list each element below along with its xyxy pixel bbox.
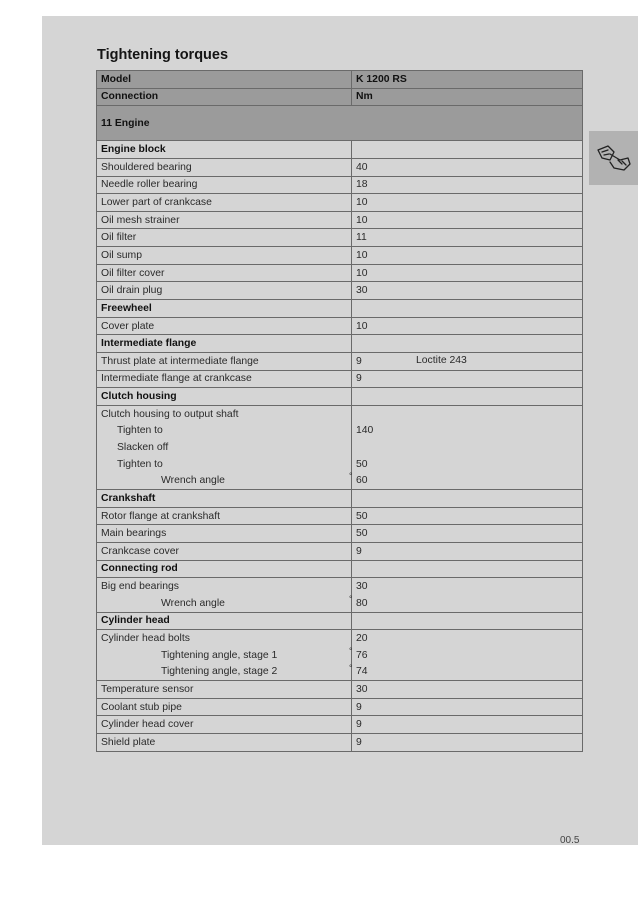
- torque-value-cell: [352, 698, 583, 716]
- connection-name: Shield plate: [97, 734, 352, 752]
- connection-name: Crankcase cover: [97, 543, 352, 561]
- torque-value-cell: [352, 490, 583, 508]
- table-row: [97, 543, 583, 561]
- section-title: Freewheel: [97, 300, 352, 318]
- torque-value: 140: [356, 425, 374, 437]
- section-title: Crankshaft: [97, 490, 352, 508]
- torque-value: 9: [356, 736, 362, 748]
- connection-name: Coolant stub pipe: [97, 698, 352, 716]
- connection-row: [97, 88, 583, 106]
- table-row: [97, 734, 583, 752]
- torque-note: Loctite 243: [416, 354, 467, 366]
- torque-value-cell: [352, 405, 583, 422]
- torque-table: [96, 70, 583, 752]
- torque-value-cell: [352, 141, 583, 159]
- page-title: Tightening torques: [97, 47, 229, 63]
- torque-value: 9: [356, 355, 362, 367]
- torque-value: 30: [356, 683, 368, 695]
- torque-value-cell: [352, 176, 583, 194]
- connection-name: Tighten to: [97, 423, 352, 440]
- connection-name: Main bearings: [97, 525, 352, 543]
- section-title: Engine block: [97, 141, 352, 159]
- table-row: [97, 264, 583, 282]
- torque-value-cell: [349, 471, 583, 489]
- table-row: [97, 630, 583, 647]
- connection-name: Tightening angle, stage 2: [97, 664, 352, 681]
- model-value: K 1200 RS: [352, 71, 583, 89]
- torque-value-cell: [352, 370, 583, 388]
- angle-degree-mark: °: [349, 662, 353, 673]
- table-row: [97, 423, 583, 440]
- connection-name: Oil mesh strainer: [97, 211, 352, 229]
- connection-name: Wrench angle: [97, 472, 352, 489]
- torque-value: 40: [356, 161, 368, 173]
- model-row: [97, 71, 583, 89]
- connection-name: Temperature sensor: [97, 681, 352, 699]
- table-row: [97, 507, 583, 525]
- torque-value: 30: [356, 285, 368, 297]
- connection-name: Oil filter cover: [97, 264, 352, 282]
- torque-value-cell: [352, 525, 583, 543]
- table-row: [97, 525, 583, 543]
- torque-value: 9: [356, 545, 362, 557]
- torque-value: 30: [356, 581, 368, 593]
- torque-value-cell: [352, 211, 583, 229]
- table-row: [97, 405, 583, 422]
- connection-name: Cover plate: [97, 317, 352, 335]
- torque-value-cell: [352, 352, 583, 370]
- torque-value: 80: [356, 597, 368, 609]
- torque-value-cell: [349, 662, 583, 681]
- table-row: [97, 698, 583, 716]
- table-row: [97, 247, 583, 265]
- table-row: [97, 194, 583, 212]
- connection-name: Shouldered bearing: [97, 158, 352, 176]
- torque-value: 9: [356, 719, 362, 731]
- table-row: [97, 317, 583, 335]
- torque-value-cell: [352, 335, 583, 353]
- table-row: [97, 595, 583, 612]
- torque-value-cell: [352, 300, 583, 318]
- torque-value: 10: [356, 267, 368, 279]
- table-row: [97, 456, 583, 473]
- connection-name: Oil sump: [97, 247, 352, 265]
- torque-value-cell: [349, 645, 583, 664]
- connection-name: Tighten to: [97, 456, 352, 473]
- table-row: [97, 647, 583, 664]
- torque-value-cell: [352, 716, 583, 734]
- connection-name: Rotor flange at crankshaft: [97, 507, 352, 525]
- torque-value: 9: [356, 701, 362, 713]
- connection-name: Needle roller bearing: [97, 176, 352, 194]
- table-row: [97, 282, 583, 300]
- connection-name: Big end bearings: [97, 578, 352, 595]
- torque-value-cell: [352, 264, 583, 282]
- torque-value: 60: [356, 475, 368, 487]
- torque-value: 10: [356, 197, 368, 209]
- table-row: [97, 439, 583, 456]
- table-row: [97, 681, 583, 699]
- connection-name: Cylinder head cover: [97, 716, 352, 734]
- connection-name: Clutch housing to output shaft: [97, 405, 352, 422]
- torque-value: 76: [356, 649, 368, 661]
- section-header-row: [97, 490, 583, 508]
- torque-value: 20: [356, 633, 368, 645]
- torque-value-cell: [352, 317, 583, 335]
- torque-value-cell: [352, 560, 583, 578]
- connection-name: Oil drain plug: [97, 282, 352, 300]
- table-row: [97, 716, 583, 734]
- table-row: [97, 664, 583, 681]
- section-header-row: [97, 141, 583, 159]
- torque-value-cell: [352, 456, 583, 473]
- connection-name: Tightening angle, stage 1: [97, 647, 352, 664]
- torque-value: 11: [356, 232, 367, 244]
- angle-degree-mark: °: [349, 593, 353, 604]
- torque-value: 50: [356, 510, 368, 522]
- torque-value-cell: [352, 229, 583, 247]
- table-row: [97, 211, 583, 229]
- section-header-row: [97, 300, 583, 318]
- torque-value-cell: [352, 194, 583, 212]
- table-row: [97, 370, 583, 388]
- torque-value-cell: [352, 247, 583, 265]
- torque-value-cell: [352, 423, 583, 440]
- torque-value: 50: [356, 528, 368, 540]
- page-number: 00.5: [560, 835, 580, 846]
- angle-degree-mark: °: [349, 645, 353, 656]
- section-title: Connecting rod: [97, 560, 352, 578]
- torque-value-cell: [349, 593, 583, 612]
- torque-value-cell: [352, 630, 583, 647]
- table-row: [97, 352, 583, 370]
- section-title: Clutch housing: [97, 388, 352, 406]
- group-label: 11 Engine: [97, 106, 583, 141]
- torque-value: 74: [356, 666, 368, 678]
- table-row: [97, 229, 583, 247]
- table-row: [97, 578, 583, 595]
- torque-value-cell: [352, 388, 583, 406]
- torque-value: 10: [356, 214, 368, 226]
- section-header-row: [97, 335, 583, 353]
- connection-name: Intermediate flange at crankcase: [97, 370, 352, 388]
- section-tab: [589, 131, 638, 185]
- torque-value-cell: [352, 578, 583, 595]
- section-title: Intermediate flange: [97, 335, 352, 353]
- connection-name: Oil filter: [97, 229, 352, 247]
- connection-name: Cylinder head bolts: [97, 630, 352, 647]
- torque-value-cell: [352, 543, 583, 561]
- torque-value: 10: [356, 320, 368, 332]
- torque-value-cell: [352, 681, 583, 699]
- connection-name: Wrench angle: [97, 595, 352, 612]
- connection-name: Thrust plate at intermediate flange: [97, 352, 352, 370]
- section-title: Cylinder head: [97, 612, 352, 630]
- section-header-row: [97, 560, 583, 578]
- torque-value-cell: [352, 734, 583, 752]
- torque-value: 9: [356, 373, 362, 385]
- torque-value-cell: [352, 612, 583, 630]
- connection-label: Connection: [97, 88, 352, 106]
- group-row: [97, 106, 583, 141]
- model-label: Model: [97, 71, 352, 89]
- section-header-row: [97, 612, 583, 630]
- connection-name: Slacken off: [97, 439, 352, 456]
- torque-value: 18: [356, 179, 368, 191]
- torque-value-cell: [352, 439, 583, 456]
- connection-unit: Nm: [352, 88, 583, 106]
- torque-value: 10: [356, 249, 368, 261]
- torque-value-cell: [352, 507, 583, 525]
- torque-value: 50: [356, 458, 368, 470]
- engine-hand-icon: [594, 140, 634, 176]
- angle-degree-mark: °: [349, 471, 353, 482]
- table-row: [97, 158, 583, 176]
- torque-value-cell: [352, 158, 583, 176]
- table-row: [97, 176, 583, 194]
- connection-name: Lower part of crankcase: [97, 194, 352, 212]
- torque-value-cell: [352, 282, 583, 300]
- table-row: [97, 472, 583, 489]
- section-header-row: [97, 388, 583, 406]
